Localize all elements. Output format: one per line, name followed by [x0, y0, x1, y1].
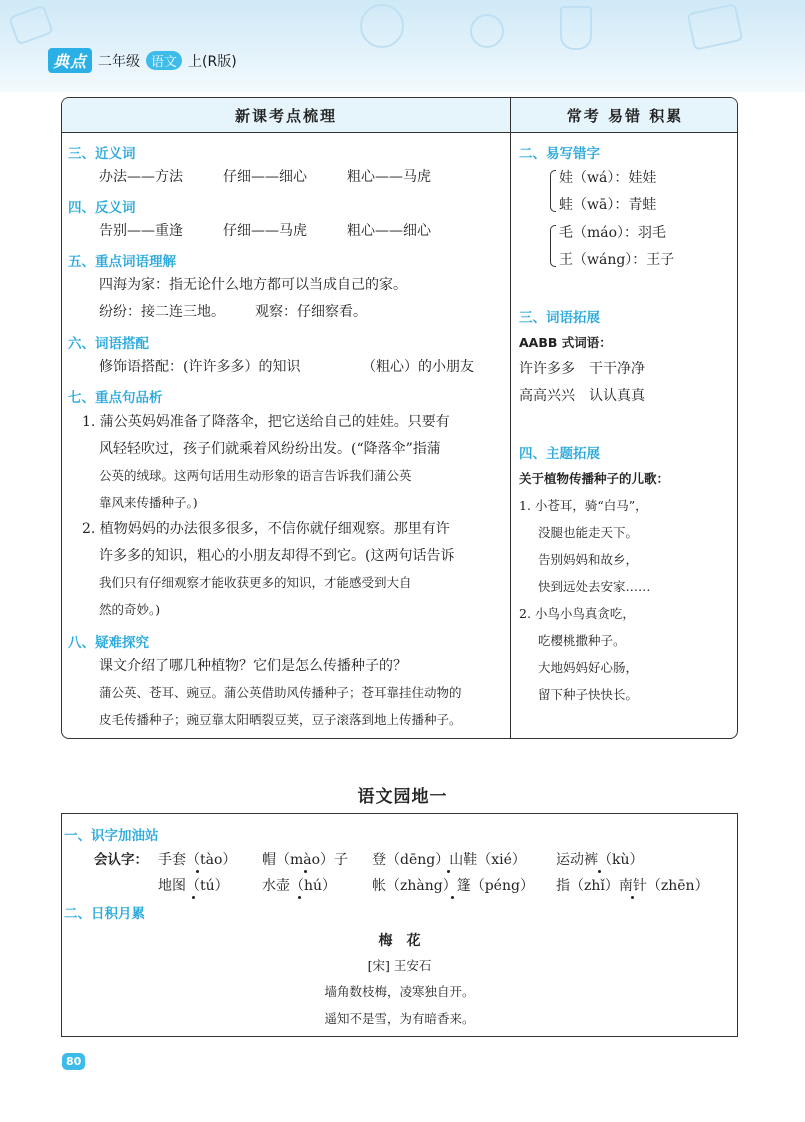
- antonym-2: 仔细——马虎: [223, 223, 307, 239]
- garden-box: [61, 813, 738, 1037]
- right-column-title: 常考 易错 积累: [511, 98, 738, 133]
- theme-label: 关于植物传播种子的儿歌：: [519, 471, 670, 486]
- sentence-1-line-2: 风轻轻吹过，孩子们就乘着风纷纷出发。(“降落伞”指蒲: [99, 441, 441, 457]
- section-antonyms: 四、反义词: [68, 200, 136, 216]
- char-pair-2a: 毛（máo）：羽毛: [559, 225, 667, 241]
- sentence-1-line-3: 公英的绒球。这两句话用生动形象的语言告诉我们蒲公英: [99, 468, 412, 483]
- review-table: [61, 97, 738, 739]
- decorative-flask-icon: [560, 6, 592, 50]
- song-1-line-1: 1. 小苍耳，骑“白马”，: [519, 498, 648, 513]
- word-zhinanzhen-text: 指（zhǐ）南针（zhēn）: [556, 878, 709, 894]
- sentence-1-line-4: 靠风来传播种子。): [99, 495, 198, 510]
- collocation-1: 修饰语搭配：(许许多多）的知识: [99, 359, 301, 375]
- grade-label: 二年级: [98, 53, 141, 70]
- page-number: 80: [62, 1053, 85, 1070]
- char-pair-1b: 蛙（wā）：青蛙: [559, 197, 657, 213]
- sentence-1-line-1: 1. 蒲公英妈妈准备了降落伞，把它送给自己的娃娃。只要有: [82, 414, 450, 430]
- char-pair-1a: 娃（wá）：娃娃: [559, 170, 657, 186]
- song-1-line-2: 没腿也能走天下。: [538, 525, 639, 540]
- decorative-tag-icon: [8, 4, 54, 45]
- poem-title: 梅 花: [378, 933, 421, 949]
- subject-badge: 语文: [146, 51, 182, 70]
- word-yundongku: [556, 850, 644, 870]
- word-maozi: [262, 850, 348, 870]
- brand-logo: 典点: [48, 48, 92, 73]
- word-zhangpeng: [372, 876, 534, 896]
- word-meaning-3: 观察：仔细察看。: [255, 304, 367, 320]
- poem-line-2: 遥知不是雪，为有暗香来。: [324, 1011, 475, 1026]
- word-zhangpeng-text: 帐（zhàng）篷（péng）: [372, 878, 534, 894]
- aabb-row-1: 许许多多 干干净净: [519, 361, 645, 377]
- word-shoutao-text: 手套（tào）: [158, 852, 237, 868]
- brace-2: [550, 225, 556, 267]
- question: 课文介绍了哪几种植物？它们是怎么传播种子的？: [99, 658, 407, 674]
- decorative-gear-icon: [360, 4, 404, 48]
- antonym-3: 粗心——细心: [347, 223, 431, 239]
- section-difficult-questions: 八、疑难探究: [68, 635, 149, 651]
- left-column-title: 新课考点梳理: [62, 98, 510, 133]
- section-easy-mistake-chars: 二、易写错字: [519, 146, 600, 162]
- word-meaning-1: 四海为家：指无论什么地方都可以当成自己的家。: [99, 277, 407, 293]
- section-collocation: 六、词语搭配: [68, 336, 149, 352]
- sentence-2-line-1: 2. 植物妈妈的办法很多很多，不信你就仔细观察。那里有许: [82, 521, 450, 537]
- decorative-globe-icon: [470, 14, 504, 48]
- aabb-label: AABB 式词语：: [519, 335, 612, 350]
- section-synonyms: 三、近义词: [68, 146, 136, 162]
- song-2-line-4: 留下种子快快长。: [538, 687, 639, 702]
- word-ditu-text: 地图（tú）: [158, 878, 229, 894]
- brace-1: [550, 170, 556, 212]
- word-yundongku-text: 运动裤（kù）: [556, 852, 644, 868]
- word-ditu: [158, 876, 229, 896]
- section-word-meaning: 五、重点词语理解: [68, 254, 176, 270]
- song-1-line-4: 快到远处去安家……: [538, 579, 651, 594]
- brand-bar: [48, 48, 237, 73]
- section-word-expansion: 三、词语拓展: [519, 310, 600, 326]
- section-daily-accumulation: 二、日积月累: [64, 906, 145, 922]
- recognize-label: 会认字：: [94, 852, 148, 868]
- volume-label: 上(R版): [188, 53, 237, 70]
- aabb-row-2: 高高兴兴 认认真真: [519, 388, 645, 404]
- word-zhinanzhen: [556, 876, 709, 896]
- header-band: [0, 0, 805, 92]
- synonym-3: 粗心——马虎: [347, 169, 431, 185]
- antonym-1: 告别——重逢: [99, 223, 183, 239]
- synonym-1: 办法——方法: [99, 169, 183, 185]
- synonym-2: 仔细——细心: [223, 169, 307, 185]
- decorative-book-icon: [687, 3, 744, 51]
- word-shoutao: [158, 850, 236, 870]
- sentence-2-line-3: 我们只有仔细观察才能收获更多的知识，才能感受到大自: [99, 575, 412, 590]
- poem-author: [宋] 王安石: [367, 958, 432, 973]
- word-dengshanxie-text: 登（dēng）山鞋（xié）: [372, 852, 526, 868]
- song-2-line-2: 吃樱桃撒种子。: [538, 633, 626, 648]
- answer-line-2: 皮毛传播种子；豌豆靠太阳晒裂豆荚，豆子滚落到地上传播种子。: [99, 712, 462, 727]
- song-2-line-1: 2. 小鸟小鸟真贪吃，: [519, 606, 635, 621]
- word-dengshanxie: [372, 850, 526, 870]
- section-sentence-analysis: 七、重点句品析: [68, 390, 163, 406]
- poem-line-1: 墙角数枝梅，凌寒独自开。: [324, 984, 475, 999]
- answer-line-1: 蒲公英、苍耳、豌豆。蒲公英借助风传播种子；苍耳靠挂住动物的: [99, 685, 462, 700]
- char-pair-2b: 王（wáng）：王子: [559, 252, 675, 268]
- song-1-line-3: 告别妈妈和故乡，: [538, 552, 639, 567]
- word-maozi-text: 帽（mào）子: [262, 852, 349, 868]
- sentence-2-line-2: 许多多的知识，粗心的小朋友却得不到它。(这两句话告诉: [99, 548, 455, 564]
- word-shuihu: [262, 876, 336, 896]
- word-shuihu-text: 水壶（hú）: [262, 878, 337, 894]
- column-divider: [510, 98, 511, 738]
- section-literacy-station: 一、识字加油站: [64, 828, 159, 844]
- sentence-2-line-4: 然的奇妙。): [99, 602, 161, 617]
- section-theme-expansion: 四、主题拓展: [519, 446, 600, 462]
- word-meaning-2: 纷纷：接二连三地。: [99, 304, 225, 320]
- garden-title: 语文园地一: [357, 787, 448, 807]
- song-2-line-3: 大地妈妈好心肠，: [538, 660, 639, 675]
- collocation-2: （粗心）的小朋友: [362, 359, 474, 375]
